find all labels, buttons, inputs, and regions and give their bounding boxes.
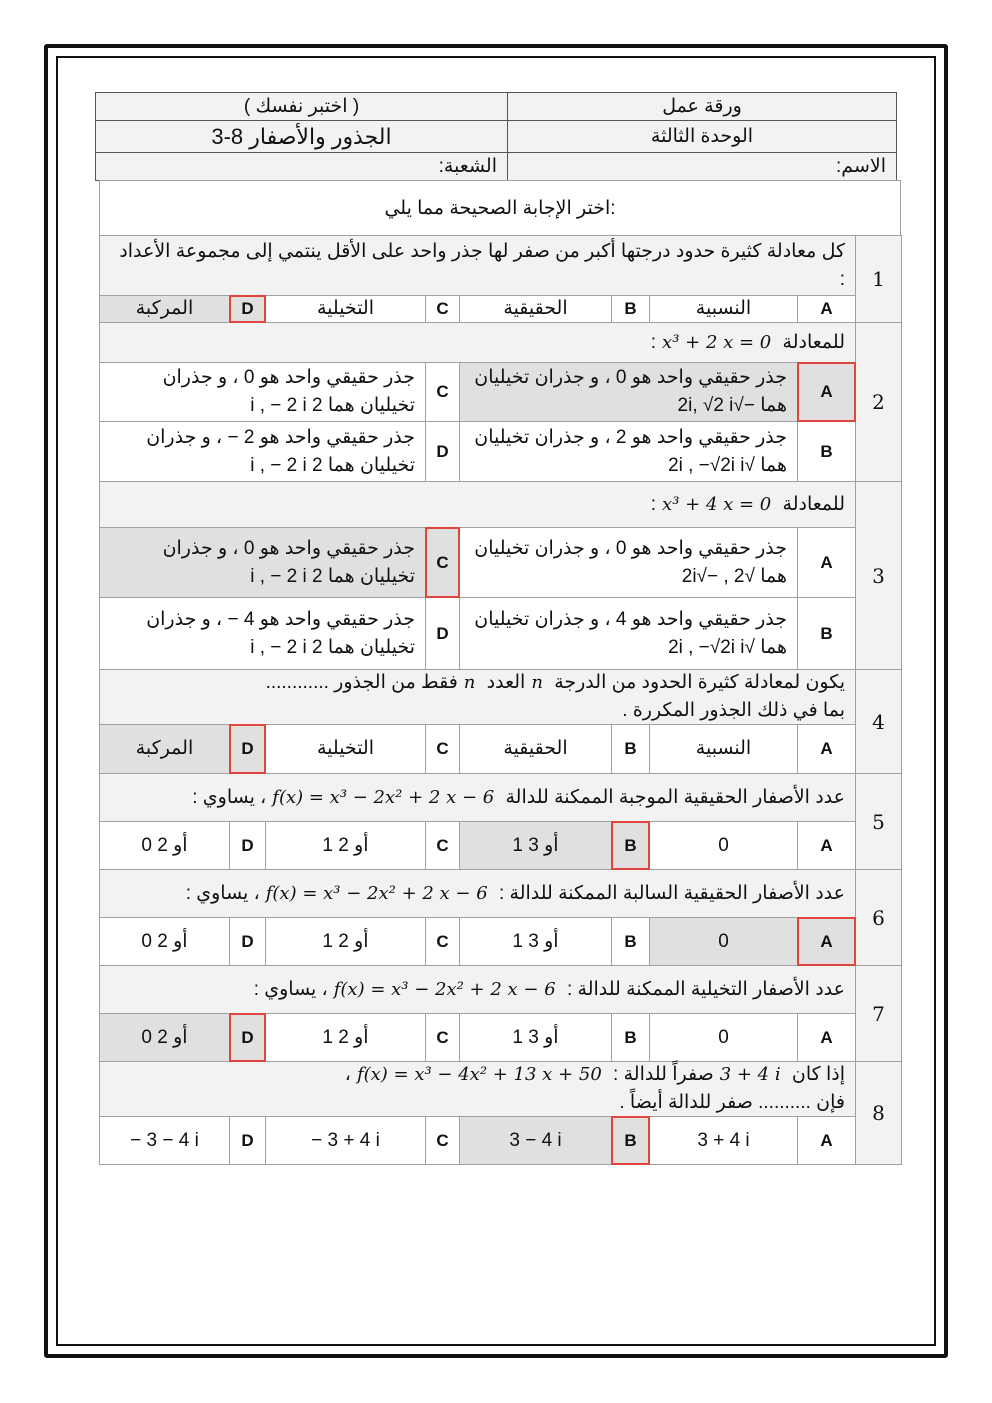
- option-text: جذر حقيقي واحد هو 4 − ، و جذران: [146, 608, 415, 630]
- option-b[interactable]: [459, 917, 612, 966]
- question-line: [186, 880, 845, 908]
- question-lines: [186, 880, 845, 908]
- option-text: 0 أو 2: [141, 834, 188, 856]
- option-lines: [317, 295, 374, 323]
- option-lines: [317, 735, 374, 763]
- question-number-text: 3: [872, 563, 885, 588]
- option-letter-text: C: [436, 739, 449, 758]
- option-letter-text: C: [436, 931, 449, 951]
- question-text-segment: ، يساوي :: [192, 786, 267, 808]
- option-text: 0: [718, 930, 729, 952]
- math-expression: f(x) = x³ − 2x² + 2 x − 6: [272, 786, 495, 808]
- option-text: هما √2 , −√2i: [681, 565, 787, 587]
- option-text: 1 أو 3: [512, 834, 559, 856]
- question-text-segment: فقط من الجذور ............: [265, 672, 458, 693]
- question-text: [99, 773, 856, 822]
- option-a[interactable]: [649, 917, 798, 966]
- option-c[interactable]: [265, 295, 426, 323]
- option-letter-text: A: [820, 739, 833, 758]
- option-text: جذر حقيقي واحد هو 0 ، و جذران تخيليان: [474, 367, 787, 388]
- option-lines: [718, 1024, 729, 1052]
- question-number: [855, 869, 902, 966]
- question-text: [99, 235, 856, 296]
- option-letter-c[interactable]: [425, 917, 460, 966]
- option-b[interactable]: [459, 724, 612, 774]
- option-text: 0: [718, 834, 729, 856]
- option-letter-text: A: [820, 552, 833, 572]
- option-b[interactable]: [459, 1116, 612, 1165]
- option-letter-a[interactable]: [797, 917, 856, 966]
- option-text: النسبية: [695, 298, 752, 319]
- option-text: الحقيقية: [503, 738, 568, 759]
- question-text-segment: يكون لمعادلة كثيرة الحدود من الدرجة: [554, 672, 845, 693]
- option-text: جذر حقيقي واحد هو 4 ، و جذران تخيليان: [474, 608, 787, 630]
- option-a[interactable]: [649, 821, 798, 870]
- option-letter-text: C: [436, 382, 449, 401]
- option-text: تخيليان هما 2 i , − 2 i: [250, 454, 415, 476]
- option-letter-a[interactable]: [797, 1116, 856, 1165]
- option-lines: [322, 928, 368, 956]
- option-letter-text: D: [241, 835, 254, 855]
- lesson-title: 3-8 الجذور والأصفار: [95, 120, 508, 153]
- option-letter-text: D: [241, 299, 254, 318]
- option-text: 1 أو 2: [322, 1026, 369, 1048]
- option-letter-text: C: [436, 1130, 449, 1150]
- option-lines: [509, 1127, 561, 1155]
- question-number-text: 7: [872, 1001, 885, 1026]
- option-text: − 3 + 4 i: [311, 1129, 380, 1151]
- question-number: [855, 322, 902, 482]
- option-letter-text: A: [820, 1130, 833, 1150]
- option-c[interactable]: [265, 1116, 426, 1165]
- option-letter-text: B: [624, 1130, 637, 1150]
- option-letter-d[interactable]: [229, 724, 266, 774]
- option-letter-d[interactable]: [229, 1013, 266, 1062]
- question-number-text: 5: [872, 809, 885, 834]
- option-lines: [503, 295, 567, 323]
- option-a[interactable]: [649, 1013, 798, 1062]
- option-letter-text: C: [436, 299, 449, 318]
- question-line: [345, 1061, 845, 1089]
- option-lines: [503, 735, 567, 763]
- option-c[interactable]: [99, 527, 426, 598]
- option-letter-c[interactable]: [425, 821, 460, 870]
- question-line: [266, 669, 845, 697]
- question-number-text: 6: [872, 905, 885, 930]
- question-text: [99, 481, 856, 528]
- question-line: [192, 784, 845, 812]
- option-lines: [474, 364, 787, 420]
- question-text-segment: العدد: [486, 672, 526, 693]
- question-line: [345, 1089, 845, 1117]
- question-text: [99, 322, 856, 363]
- question-lines: [345, 1061, 845, 1117]
- option-a[interactable]: [459, 527, 798, 598]
- option-lines: [311, 1127, 380, 1155]
- option-c[interactable]: [265, 724, 426, 774]
- question-text-segment: :: [650, 493, 657, 515]
- option-c[interactable]: [99, 362, 426, 422]
- question-text-segment: بما في ذلك الجذور المكررة .: [622, 700, 845, 721]
- option-d[interactable]: [99, 597, 426, 670]
- math-expression: x³ + 2 x = 0: [662, 331, 772, 353]
- option-letter-text: B: [624, 739, 637, 758]
- question-lines: [266, 669, 845, 725]
- option-letter-text: A: [820, 835, 833, 855]
- option-letter-c[interactable]: [425, 1013, 460, 1062]
- option-letter-d[interactable]: [229, 917, 266, 966]
- option-letter-a[interactable]: [797, 821, 856, 870]
- option-text: جذر حقيقي واحد هو 2 ، و جذران تخيليان: [474, 426, 787, 448]
- option-letter-text: D: [241, 1130, 254, 1150]
- option-text: المركبة: [135, 738, 194, 759]
- option-letter-text: B: [624, 931, 637, 951]
- section-field[interactable]: الشعبة:: [95, 152, 508, 181]
- question-text-segment: :: [650, 331, 657, 353]
- option-c[interactable]: [265, 1013, 426, 1062]
- question-text-segment: ، يساوي :: [185, 882, 260, 904]
- option-text: تخيليان هما 2 i , − 2 i: [250, 636, 415, 658]
- question-number-text: 2: [872, 390, 885, 414]
- instruction: اختر الإجابة الصحيحة مما يلي:: [99, 180, 901, 236]
- option-text: جذر حقيقي واحد هو 2 − ، و جذران: [146, 426, 415, 448]
- option-letter-text: A: [820, 299, 833, 318]
- option-lines: [474, 424, 787, 480]
- option-letter-b[interactable]: [611, 1116, 650, 1165]
- option-lines: [697, 1127, 749, 1155]
- option-text: 3 + 4 i: [697, 1129, 750, 1151]
- option-letter-text: C: [436, 1027, 449, 1047]
- option-text: 0: [718, 1026, 729, 1048]
- option-letter-text: C: [436, 835, 449, 855]
- option-lines: [322, 1024, 368, 1052]
- question-line: [651, 491, 845, 519]
- question-text: [99, 1061, 856, 1117]
- option-d[interactable]: [99, 917, 230, 966]
- question-text-segment: للمعادلة: [782, 331, 845, 353]
- option-letter-text: D: [241, 1027, 254, 1047]
- option-lines: [696, 735, 751, 763]
- option-lines: [141, 928, 187, 956]
- question-line: [651, 329, 845, 357]
- option-letter-b[interactable]: [611, 917, 650, 966]
- math-expression: x³ + 4 x = 0: [662, 493, 772, 515]
- option-text: − 3 − 4 i: [130, 1129, 199, 1151]
- option-letter-a[interactable]: [797, 362, 856, 422]
- option-letter-c[interactable]: [425, 724, 460, 774]
- option-b[interactable]: [459, 597, 798, 670]
- option-text: تخيليان هما 2 i , − 2 i: [250, 395, 415, 416]
- option-letter-a[interactable]: [797, 1013, 856, 1062]
- option-d[interactable]: [99, 1116, 230, 1165]
- question-number-text: 4: [872, 709, 885, 734]
- question-text: [99, 869, 856, 918]
- option-lines: [474, 606, 787, 662]
- option-letter-text: D: [241, 739, 254, 758]
- question-text-segment: عدد الأصفار التخيلية الممكنة للدالة :: [566, 978, 845, 1000]
- question-text: [99, 965, 856, 1014]
- option-lines: [322, 832, 368, 860]
- math-expression: f(x) = x³ − 2x² + 2 x − 6: [333, 978, 556, 1000]
- option-text: هما −√2i, √2 i: [677, 395, 787, 416]
- option-text: هما √2i , −√2i i: [668, 636, 787, 658]
- question-text-segment: عدد الأصفار الحقيقية الموجبة الممكنة للدالة: [505, 786, 845, 808]
- option-lines: [512, 1024, 558, 1052]
- option-letter-a[interactable]: [797, 527, 856, 598]
- option-letter-text: A: [820, 931, 833, 951]
- worksheet-title: ورقة عمل: [507, 92, 897, 121]
- option-text: هما √2i , −√2i i: [668, 454, 787, 476]
- option-text: تخيليان هما 2 i , − 2 i: [250, 565, 415, 587]
- question-text-segment: فإن .......... صفر للدالة أيضاً .: [619, 1092, 845, 1113]
- option-letter-a[interactable]: [797, 724, 856, 774]
- question-number: [855, 669, 902, 774]
- question-text-segment: كل معادلة كثيرة حدود درجتها أكبر من صفر لها جذر واحد على الأقل ينتمي إلى مجموعة الأعداد :: [119, 240, 845, 290]
- option-lines: [146, 606, 415, 662]
- option-letter-d[interactable]: [229, 821, 266, 870]
- option-lines: [512, 832, 558, 860]
- option-letter-b[interactable]: [611, 295, 650, 323]
- question-text-segment: إذا كان: [791, 1064, 845, 1085]
- option-lines: [136, 295, 194, 323]
- option-text: 1 أو 2: [322, 930, 369, 952]
- option-letter-b[interactable]: [611, 1013, 650, 1062]
- unit-title: الوحدة الثالثة: [507, 120, 897, 153]
- option-text: 0 أو 2: [141, 1026, 188, 1048]
- question-lines: [651, 491, 845, 519]
- question-number: [855, 965, 902, 1062]
- question-number-text: 8: [872, 1101, 885, 1125]
- question-line: [266, 697, 845, 725]
- option-letter-d[interactable]: [229, 1116, 266, 1165]
- option-a[interactable]: [459, 362, 798, 422]
- question-number-text: 1: [872, 267, 885, 291]
- test-yourself-label: ( اختبر نفسك ): [95, 92, 508, 121]
- question-text-segment: عدد الأصفار الحقيقية السالبة الممكنة للدالة :: [498, 882, 845, 904]
- option-d[interactable]: [99, 724, 230, 774]
- question-lines: [651, 329, 845, 357]
- option-letter-b[interactable]: [797, 597, 856, 670]
- question-line: [110, 238, 845, 294]
- option-c[interactable]: [265, 917, 426, 966]
- option-letter-text: A: [820, 382, 833, 401]
- question-line: [254, 976, 845, 1004]
- option-d[interactable]: [99, 1013, 230, 1062]
- option-letter-b[interactable]: [611, 821, 650, 870]
- option-text: المركبة: [135, 298, 194, 319]
- option-letter-text: B: [820, 441, 833, 461]
- math-expression: n: [531, 672, 543, 693]
- option-letter-d[interactable]: [229, 295, 266, 323]
- option-text: 1 أو 3: [512, 930, 559, 952]
- question-number: [855, 481, 902, 670]
- option-letter-text: C: [436, 552, 449, 572]
- option-letter-text: B: [624, 299, 637, 318]
- option-d[interactable]: [99, 421, 426, 482]
- option-letter-text: D: [436, 623, 449, 643]
- option-lines: [141, 1024, 187, 1052]
- option-text: 3 − 4 i: [509, 1129, 562, 1151]
- option-letter-b[interactable]: [797, 421, 856, 482]
- option-letter-b[interactable]: [611, 724, 650, 774]
- option-letter-c[interactable]: [425, 362, 460, 422]
- option-text: 1 أو 2: [322, 834, 369, 856]
- option-lines: [718, 832, 729, 860]
- option-letter-d[interactable]: [425, 421, 460, 482]
- option-b[interactable]: [459, 421, 798, 482]
- option-lines: [146, 424, 415, 480]
- option-letter-text: D: [436, 441, 449, 461]
- question-number: [855, 773, 902, 870]
- math-expression: 3 + 4 i: [719, 1064, 781, 1085]
- option-d[interactable]: [99, 295, 230, 323]
- option-lines: [474, 535, 787, 591]
- option-lines: [141, 832, 187, 860]
- option-a[interactable]: [649, 295, 798, 323]
- option-text: الحقيقية: [503, 298, 568, 319]
- option-letter-text: B: [624, 835, 637, 855]
- option-lines: [512, 928, 558, 956]
- option-b[interactable]: [459, 1013, 612, 1062]
- option-lines: [130, 1127, 199, 1155]
- name-field[interactable]: الاسم:: [507, 152, 897, 181]
- option-letter-a[interactable]: [797, 295, 856, 323]
- option-text: جذر حقيقي واحد هو 0 ، و جذران: [162, 537, 415, 559]
- option-text: 1 أو 3: [512, 1026, 559, 1048]
- option-letter-d[interactable]: [425, 597, 460, 670]
- math-expression: f(x) = x³ − 2x² + 2 x − 6: [265, 882, 488, 904]
- question-number: [855, 235, 902, 323]
- option-b[interactable]: [459, 821, 612, 870]
- option-text: جذر حقيقي واحد هو 0 ، و جذران: [162, 367, 415, 388]
- question-lines: [254, 976, 845, 1004]
- option-letter-c[interactable]: [425, 1116, 460, 1165]
- option-letter-c[interactable]: [425, 295, 460, 323]
- option-a[interactable]: [649, 724, 798, 774]
- option-b[interactable]: [459, 295, 612, 323]
- question-number: [855, 1061, 902, 1165]
- question-lines: [110, 238, 845, 294]
- option-text: التخيلية: [316, 738, 374, 759]
- option-lines: [718, 928, 729, 956]
- option-text: جذر حقيقي واحد هو 0 ، و جذران تخيليان: [474, 537, 787, 559]
- option-letter-text: A: [820, 1027, 833, 1047]
- option-a[interactable]: [649, 1116, 798, 1165]
- question-text-segment: للمعادلة: [782, 493, 845, 515]
- option-letter-text: B: [820, 623, 833, 643]
- option-text: 0 أو 2: [141, 930, 188, 952]
- option-text: النسبية: [695, 738, 752, 759]
- option-letter-text: D: [241, 931, 254, 951]
- math-expression: f(x) = x³ − 4x² + 13 x + 50: [356, 1064, 602, 1085]
- option-lines: [136, 735, 194, 763]
- option-letter-c[interactable]: [425, 527, 460, 598]
- question-text-segment: ،: [344, 1064, 351, 1085]
- math-expression: n: [463, 672, 476, 693]
- question-text: [99, 669, 856, 725]
- option-lines: [696, 295, 751, 323]
- option-lines: [163, 364, 415, 420]
- option-c[interactable]: [265, 821, 426, 870]
- option-d[interactable]: [99, 821, 230, 870]
- option-letter-text: B: [624, 1027, 637, 1047]
- question-text-segment: ، يساوي :: [253, 978, 328, 1000]
- option-lines: [163, 535, 415, 591]
- question-lines: [192, 784, 845, 812]
- option-text: التخيلية: [316, 298, 374, 319]
- question-text-segment: صفراً للدالة :: [613, 1064, 714, 1085]
